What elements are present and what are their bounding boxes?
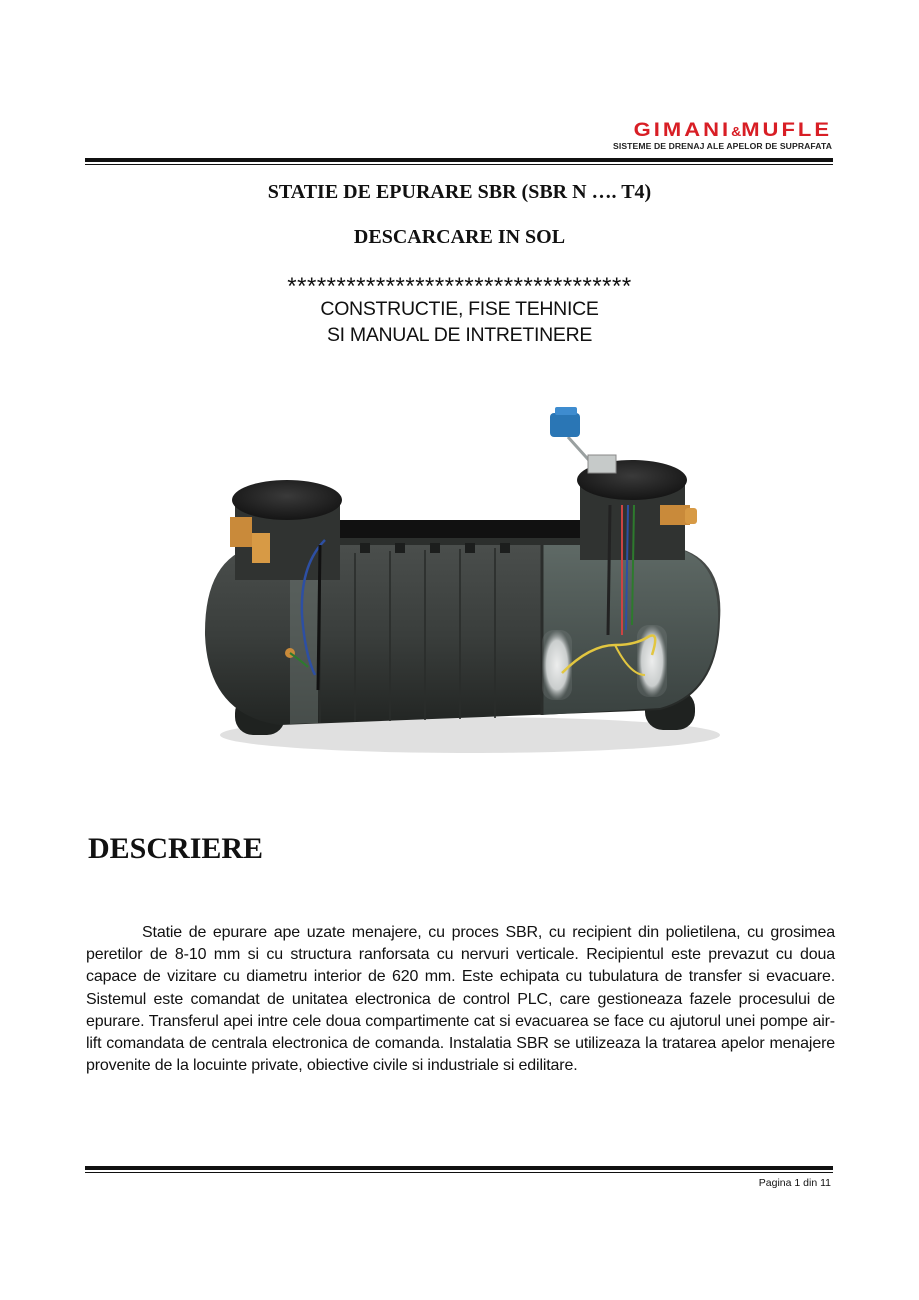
sbr-tank-illustration <box>190 405 740 765</box>
description-paragraph: Statie de epurare ape uzate menajere, cu proces SBR, cu recipient din polietilena, cu grosimea peretilor de 8-10 mm si cu structura ranforsata cu nervuri verticale. Recipientul este prevazut cu doua capace de vizitare cu diametru interior de 620 mm. Este echipata cu tubulatura de transfer si evacuare. Sistemul este comandat de unitatea electronica de control PLC, care gestioneaza fazele procesului de epurare. Transferul apei intre cele doua compartimente cat si evacuarea se face cu ajutorul unei pompe air-lift comandata de centrala electronica de comanda. Instalatia SBR se utilizeaza la tratarea apelor menajere provenite de la locuinte private, obiective civile si industriale si edilitare. <box>86 924 835 1075</box>
page-number: Pagina 1 din 11 <box>758 1177 831 1189</box>
subtitle-line-2: SI MANUAL DE INTRETINERE <box>326 324 593 346</box>
stars-separator: *********************************** <box>287 273 632 300</box>
logo-tagline: SISTEME DE DRENAJ ALE APELOR DE SUPRAFATA <box>613 141 832 151</box>
document-subtitle: DESCARCARE IN SOL <box>353 226 566 248</box>
footer-divider <box>85 1166 833 1173</box>
logo-wordmark: GIMANI&MUFLE <box>633 118 832 141</box>
section-heading: DESCRIERE <box>88 832 264 865</box>
subtitle-line-1: CONSTRUCTIE, FISE TEHNICE <box>320 298 599 320</box>
document-title: STATIE DE EPURARE SBR (SBR N …. T4) <box>267 181 652 203</box>
company-logo <box>574 120 832 151</box>
header-divider <box>85 158 833 165</box>
